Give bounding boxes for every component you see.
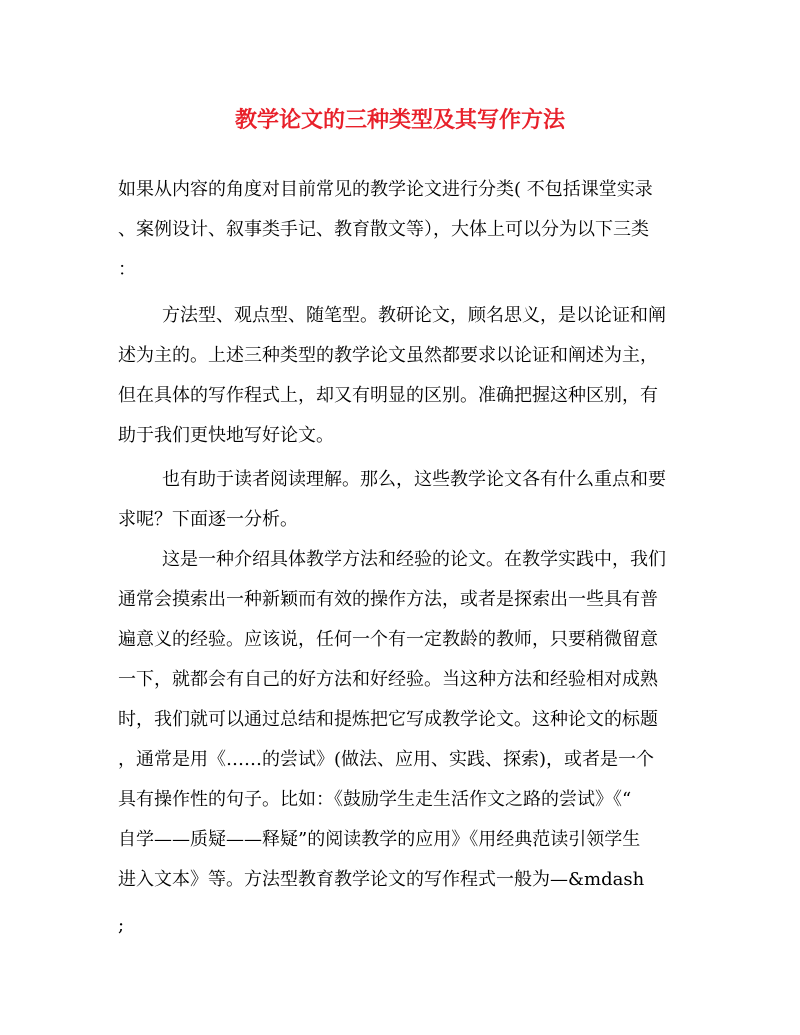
body-line: ; xyxy=(118,915,125,936)
body-line: 一下，就都会有自己的好方法和好经验。当这种方法和经验相对成熟 xyxy=(118,669,658,690)
body-line: 自学——质疑——释疑”的阅读教学的应用》《用经典范读引领学生 xyxy=(118,829,641,850)
body-line: 也有助于读者阅读理解。那么，这些教学论文各有什么重点和要 xyxy=(162,469,666,490)
body-line: 但在具体的写作程式上，却又有明显的区别。准确把握这种区别，有 xyxy=(118,385,658,406)
body-line: 、案例设计、叙事类手记、教育散文等），大体上可以分为以下三类 xyxy=(118,219,649,240)
body-line: 方法型、观点型、随笔型。教研论文，顾名思义，是以论证和阐 xyxy=(162,305,666,326)
document-title: 教学论文的三种类型及其写作方法 xyxy=(234,107,565,133)
body-line: 时，我们就可以通过总结和提炼把它写成教学论文。这种论文的标题 xyxy=(118,709,658,730)
body-line: 遍意义的经验。应该说，任何一个有一定教龄的教师，只要稍微留意 xyxy=(118,629,658,650)
body-line: 述为主的。上述三种类型的教学论文虽然都要求以论证和阐述为主， xyxy=(118,345,658,366)
body-line: 求呢？下面逐一分析。 xyxy=(118,509,298,530)
body-line: ： xyxy=(118,259,136,280)
body-line: 助于我们更快地写好论文。 xyxy=(118,425,334,446)
body-line: 具有操作性的句子。比如：《鼓励学生走生活作文之路的尝试》《“ xyxy=(118,789,632,810)
body-line: 进入文本》等。方法型教育教学论文的写作程式一般为—&mdash xyxy=(118,869,645,890)
body-line: 这是一种介绍具体教学方法和经验的论文。在教学实践中，我们 xyxy=(162,549,666,570)
body-line: ，通常是用《……的尝试》(做法、应用、实践、探索)，或者是一个 xyxy=(118,749,655,770)
body-line: 如果从内容的角度对目前常见的教学论文进行分类( 不包括课堂实录 xyxy=(118,179,653,200)
body-line: 通常会摸索出一种新颖而有效的操作方法，或者是探索出一些具有普 xyxy=(118,589,658,610)
